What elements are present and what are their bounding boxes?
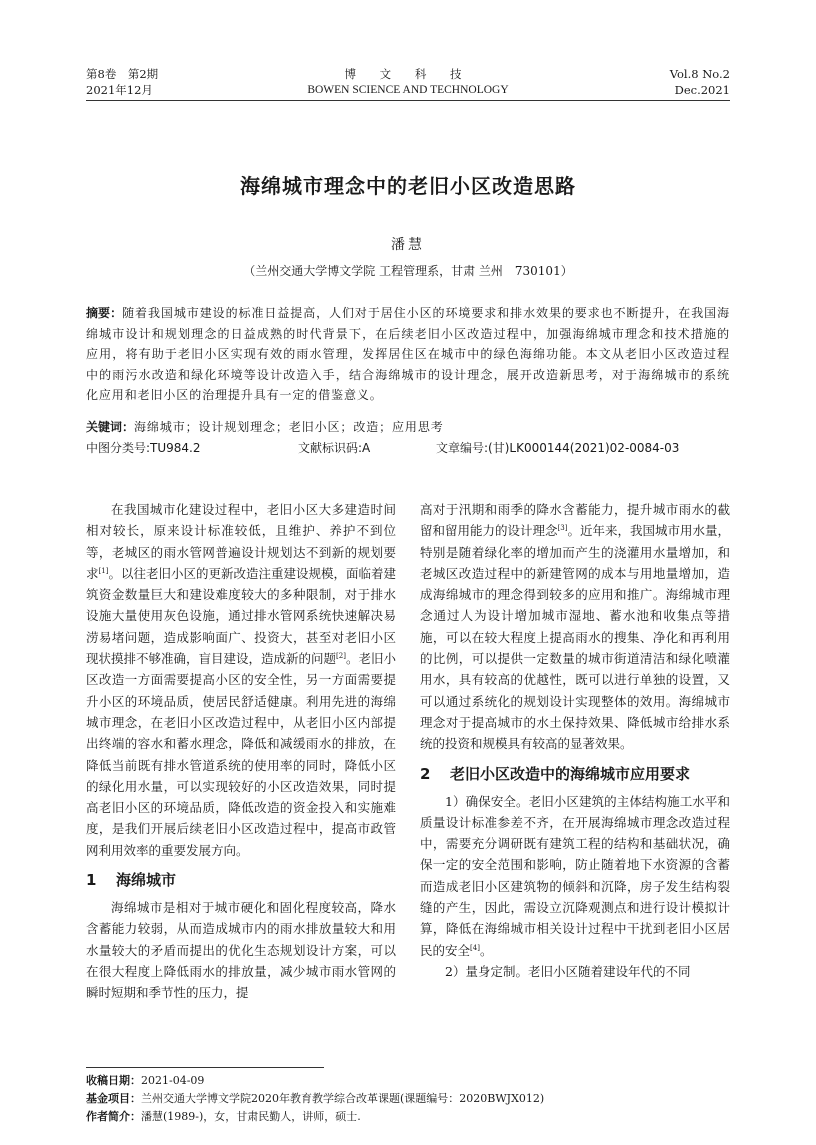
- issue-info-en: [670, 66, 730, 98]
- section-number: 1: [86, 871, 97, 890]
- running-header: [86, 66, 730, 100]
- journal-name-cn: 博 文 科 技: [344, 67, 472, 81]
- section-heading-1: [86, 869, 396, 891]
- footnote-rule: [86, 1067, 324, 1068]
- section-title: 海绵城市: [116, 871, 177, 890]
- header-rule: [86, 100, 730, 101]
- fund-project: 基金项目：兰州交通大学博文学院2020年教育教学综合改革课题(课题编号：2020BWJX012): [86, 1092, 545, 1105]
- footnotes: [86, 1072, 730, 1126]
- received-date: 收稿日期：2021-04-09: [86, 1074, 205, 1087]
- issue-date-en: Dec.2021: [674, 83, 730, 97]
- continued-paragraph: 高对于汛期和雨季的降水含蓄能力，提升城市雨水的截留和留用能力的设计理念[3]。近年来，我国城市用水量，特别是随着绿化率的增加而产生的浇灌用水量增加，和老城区改造过程中的新建管网的成本与用地量增加，造成海绵城市的理念得到较多的应用和推广。海绵城市理念通过人为设计增加城市湿地、蓄水池和收集点等措施，可以在较大程度上提高雨水的搜集、净化和再利用的比例，可以提供一定数量的城市街道清洁和绿化喷灌用水，具有较高的优越性，既可以进行单独的设置，又可以通过系统化的规划设计实现整体的效用。海绵城市理念对于提高城市的水土保持效果、降低城市给排水系统的投资和规模具有较高的显著效果。: [420, 502, 730, 752]
- section-heading-2: [420, 763, 730, 785]
- issue-date: 2021年12月: [86, 83, 153, 97]
- citation: [2]: [336, 651, 346, 660]
- volume-issue: 第8卷 第2期: [86, 67, 159, 81]
- requirement-2-paragraph: 2）量身定制。老旧小区随着建设年代的不同: [445, 963, 691, 979]
- abstract-label: 摘要：: [86, 306, 123, 320]
- citation: [1]: [98, 566, 109, 575]
- abstract-text: 随着我国城市建设的标准日益提高，人们对于居住小区的环境要求和排水效果的要求也不断提升，在我国海绵城市设计和规划理念的日益成熟的时代背景下，在后续老旧小区改造过程中，加强海绵城市理念和技术措施的应用，将有助于老旧小区实现有效的雨水管理，发挥居住区在城市中的绿色海绵功能。本文从老旧小区改造过程中的雨污水改造和绿化环境等设计改造入手，结合海绵城市的设计理念，展开改造新思考，对于海绵城市的系统化应用和老旧小区的治理提升具有一定的借鉴意义。: [86, 306, 730, 402]
- abstract: [86, 303, 730, 406]
- clc-number: 中图分类号:TU984.2: [86, 441, 201, 455]
- keywords-text: 海绵城市；设计规划理念；老旧小区；改造；应用思考: [134, 420, 444, 434]
- intro-paragraph: 在我国城市化建设过程中，老旧小区大多建造时间相对较长，原来设计标准较低，且维护、养护不到位等，老城区的雨水管网普遍设计规划达不到新的规划要求[1]。以往老旧小区的更新改造注重建设规模，面临着建筑资金数量巨大和建设难度较大的多种限制，对于排水设施大量使用灰色设施，通过排水管网系统快速解决易涝易堵问题，造成影响面广、投资大，甚至对老旧小区现状摸排不够准确，盲目建设，造成新的问题[2]。老旧小区改造一方面需要提高小区的安全性，另一方面需要提升小区的环境品质，使居民舒适健康。利用先进的海绵城市理念，在老旧小区改造过程中，从老旧小区内部提出终端的容水和蓄水理念，降低和减缓雨水的排放，在降低当前既有排水管道系统的使用率的同时，降低小区的绿化用水量，可以实现较好的小区改造效果，同时提高老旧小区的环境品质，降低改造的资金投入和实施难度，是我们开展后续老旧小区改造过程中，提高市政管网利用效率的重要发展方向。: [86, 502, 396, 858]
- document-code: 文献标识码:A: [298, 441, 371, 455]
- section-number: 2: [420, 764, 431, 783]
- paper-title: 海绵城市理念中的老旧小区改造思路: [240, 174, 576, 198]
- keywords: [86, 418, 730, 436]
- author-bio: 作者简介：潘慧(1989-)，女，甘肃民勤人，讲师，硕士.: [86, 1110, 361, 1123]
- author-name: 潘慧: [391, 237, 425, 253]
- citation: [3]: [557, 524, 568, 533]
- section-title: 老旧小区改造中的海绵城市应用要求: [450, 764, 691, 783]
- author-affiliation: （兰州交通大学博文学院 工程管理系，甘肃 兰州 730101）: [243, 264, 573, 278]
- journal-name-en: BOWEN SCIENCE AND TECHNOLOGY: [307, 84, 509, 96]
- section-1-paragraph: 海绵城市是相对于城市硬化和固化程度较高，降水含蓄能力较弱，从而造成城市内的雨水排放量较大和用水量较大的矛盾而提出的优化生态规划设计方案，可以在很大程度上降低雨水的排放量，减少城市雨水管网的瞬时短期和季节性的压力，提: [86, 900, 396, 1001]
- volume-issue-en: Vol.8 No.2: [669, 67, 730, 81]
- keywords-label: 关键词：: [86, 420, 135, 434]
- body-column-right: [420, 499, 730, 982]
- citation: [4]: [470, 943, 480, 952]
- article-number: 文章编号:(甘)LK000144(2021)02-0084-03: [436, 441, 680, 455]
- classification-line: [86, 439, 730, 459]
- requirement-1-paragraph: 1）确保安全。老旧小区建筑的主体结构施工水平和质量设计标准参差不齐，在开展海绵城市理念改造过程中，需要充分调研既有建筑工程的结构和基础状况，确保一定的安全范围和影响，防止随着地下水资源的含蓄而造成老旧小区建筑物的倾斜和沉降，房子发生结构裂缝的产生，因此，需设立沉降观测点和进行设计模拟计算，降低在海绵城市相关设计过程中干扰到老旧小区居民的安全[4]。: [420, 793, 730, 958]
- body-column-left: [86, 499, 396, 1004]
- journal-name: [86, 66, 730, 98]
